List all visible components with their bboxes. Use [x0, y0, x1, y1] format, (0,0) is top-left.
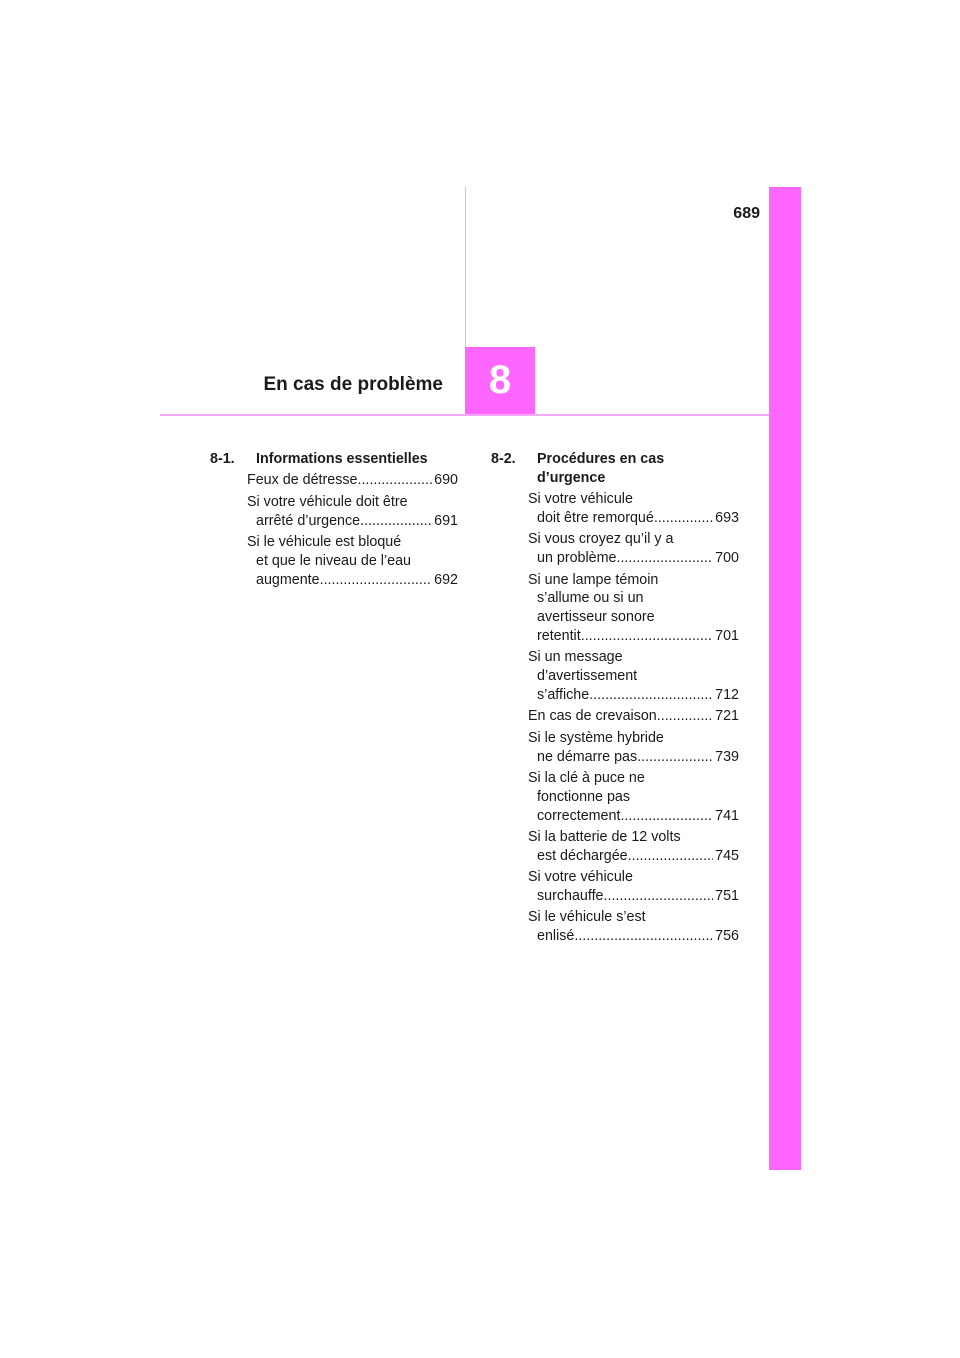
header-horizontal-rule — [160, 414, 769, 416]
section-title-line: Informations essentielles — [256, 451, 428, 467]
section-title-line: d’urgence — [537, 469, 606, 486]
toc-entry-text: ne démarre pas — [537, 748, 638, 765]
toc-entry-line — [528, 887, 739, 906]
toc-entry-text: s’allume ou si un — [537, 590, 644, 607]
toc-entry-text: retentit — [537, 627, 581, 644]
toc-entry-line — [528, 807, 739, 826]
toc-entry-page: 741 — [715, 807, 739, 824]
toc-entry-text: Feux de détresse — [247, 472, 358, 489]
toc-entry-text: En cas de crevaison — [528, 708, 657, 725]
toc-section-8-2 — [491, 450, 739, 946]
toc-entry-text: Si le véhicule s’est — [528, 909, 646, 926]
toc-entry-text: s’affiche — [537, 686, 590, 703]
toc-entry[interactable] — [528, 530, 739, 568]
dot-leader — [581, 627, 713, 646]
toc-entry-page: 690 — [434, 472, 458, 489]
dot-leader — [620, 807, 713, 826]
toc-entry[interactable] — [247, 493, 458, 531]
toc-entry-line — [528, 847, 739, 866]
dot-leader — [637, 748, 713, 767]
toc-entry-text: fonctionne pas — [537, 788, 630, 805]
dot-leader — [654, 509, 713, 528]
toc-entry-text: surchauffe — [537, 887, 604, 904]
toc-entry-page: 692 — [434, 571, 458, 588]
toc-section-8-1 — [210, 450, 458, 589]
section-title-line: Procédures en cas — [537, 451, 665, 467]
dot-leader — [616, 549, 713, 568]
toc-entry-line — [528, 686, 739, 705]
chapter-title: En cas de problème — [263, 374, 443, 395]
toc-entry-text: Si vous croyez qu’il y a — [528, 531, 674, 548]
toc-entry-line — [528, 748, 739, 767]
toc-entry-text: correctement — [537, 807, 621, 824]
toc-entry[interactable] — [528, 868, 739, 906]
toc-entry-line — [528, 509, 739, 528]
toc-entry-page: 712 — [715, 686, 739, 703]
toc-entry-text: avertisseur sonore — [537, 609, 655, 626]
page-number: 689 — [733, 205, 760, 222]
toc-entry-text: Si votre véhicule — [528, 869, 633, 886]
section-number: 8-2. — [491, 451, 516, 467]
toc-entry-text: Si la clé à puce ne — [528, 769, 645, 786]
toc-entry-text: Si le véhicule est bloqué — [247, 533, 402, 550]
toc-entry-text: Si votre véhicule doit être — [247, 493, 408, 510]
toc-entry-page: 701 — [715, 627, 739, 644]
toc-entry[interactable] — [528, 769, 739, 825]
toc-entry-page: 691 — [434, 512, 458, 529]
toc-entry-text: et que le niveau de l’eau — [256, 552, 412, 569]
toc-entry-page: 700 — [715, 550, 739, 567]
section-heading — [491, 450, 739, 488]
toc-entry[interactable] — [528, 707, 739, 726]
chapter-side-tab — [769, 187, 801, 1170]
dot-leader — [657, 707, 713, 726]
toc-entry[interactable] — [247, 533, 458, 589]
toc-entry-text: d’avertissement — [537, 668, 638, 685]
toc-entry-line — [247, 471, 458, 490]
toc-entry-line — [528, 927, 739, 946]
toc-entries — [491, 490, 739, 946]
toc-entry-text: Si le système hybride — [528, 729, 664, 746]
toc-entry-line — [528, 627, 739, 646]
toc-entry-page: 745 — [715, 847, 739, 864]
toc-entry[interactable] — [247, 471, 458, 490]
toc-entry-text: augmente — [256, 571, 320, 588]
toc-entry[interactable] — [528, 828, 739, 866]
toc-entry-page: 693 — [715, 509, 739, 526]
toc-entry[interactable] — [528, 729, 739, 767]
toc-entry-page: 756 — [715, 928, 739, 945]
toc-entry-page: 721 — [715, 708, 739, 725]
toc-entry-text: Si votre véhicule — [528, 491, 633, 508]
toc-entry-line — [528, 707, 739, 726]
chapter-number-badge: 8 — [465, 347, 535, 414]
section-heading — [210, 450, 458, 469]
toc-entry-text: un problème — [537, 550, 617, 567]
toc-entry-line — [528, 549, 739, 568]
toc-entry-text: doit être remorqué — [537, 509, 654, 526]
toc-entry[interactable] — [528, 648, 739, 704]
dot-leader — [360, 512, 432, 531]
toc-entry[interactable] — [528, 571, 739, 646]
toc-entry-text: Si un message — [528, 649, 623, 666]
dot-leader — [604, 887, 714, 906]
toc-entry-text: Si la batterie de 12 volts — [528, 828, 681, 845]
dot-leader — [589, 686, 713, 705]
dot-leader — [628, 847, 714, 866]
header-vertical-rule — [465, 187, 466, 347]
toc-entry-page: 751 — [715, 887, 739, 904]
toc-entry[interactable] — [528, 490, 739, 528]
dot-leader — [574, 927, 713, 946]
toc-entry-text: Si une lampe témoin — [528, 571, 659, 588]
section-number: 8-1. — [210, 451, 235, 467]
toc-entries — [210, 471, 458, 589]
toc-entry-text: arrêté d’urgence — [256, 512, 361, 529]
dot-leader — [357, 471, 432, 490]
toc-entry-page: 739 — [715, 748, 739, 765]
toc-entry-line — [247, 571, 458, 590]
toc-entry-text: enlisé — [537, 928, 575, 945]
toc-entry[interactable] — [528, 908, 739, 946]
toc-entry-line — [247, 512, 458, 531]
dot-leader — [320, 571, 433, 590]
toc-entry-text: est déchargée — [537, 847, 628, 864]
